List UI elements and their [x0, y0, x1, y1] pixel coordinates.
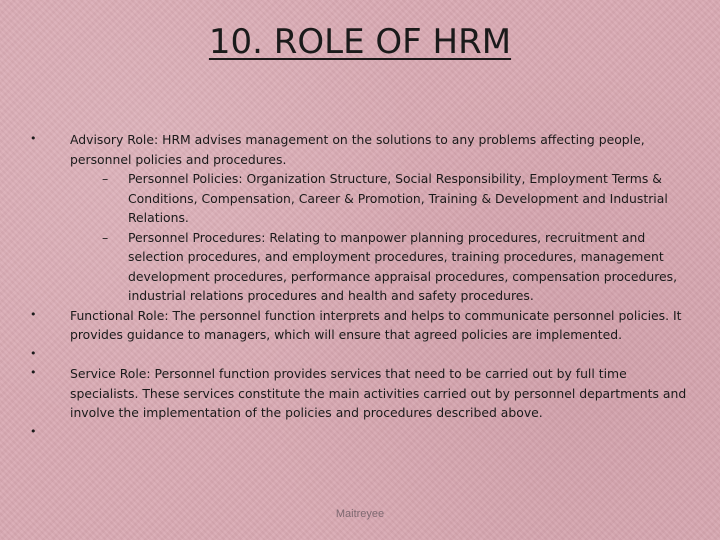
bullet-marker: •: [30, 424, 37, 438]
slide-title: 10. ROLE OF HRM: [208, 22, 512, 62]
personnel-policies-text: Organization Structure, Social Responsibility, Employment Terms & Conditions, Compensation, Career & Promotion, Training & Development and Industrial Relations.: [128, 171, 668, 225]
bullet-service-role: [30, 364, 690, 423]
bullet-advisory-role: [30, 130, 690, 169]
bullet-marker: •: [30, 346, 37, 360]
bullet-empty: [30, 345, 690, 365]
service-role-text: Personnel function provides services that need to be carried out by full time specialists. These services constitute the main activities carried out by personnel departments and involve the implementation of the policies and procedures described above.: [70, 366, 687, 420]
bullet-marker: •: [30, 132, 37, 145]
service-role-label: Service Role:: [70, 366, 151, 381]
bullet-empty: [30, 423, 690, 443]
subitem-personnel-procedures: [30, 228, 690, 306]
dash-marker: –: [102, 229, 109, 245]
personnel-procedures-label: Personnel Procedures:: [128, 229, 266, 245]
footer-author: Maitreyee: [335, 508, 385, 520]
functional-role-label: Functional Role:: [70, 307, 169, 323]
functional-role-text: The personnel function interprets and helps to communicate personnel policies. It provides guidance to managers, which will ensure that agreed policies are implemented.: [70, 307, 682, 342]
advisory-role-label: Advisory Role:: [70, 132, 159, 147]
personnel-procedures-text: Relating to manpower planning procedures, recruitment and selection procedures, and employment procedures, training procedures, management development procedures, performance appraisal procedures, compensation procedures, industrial relations procedures and health and safety procedures.: [128, 229, 678, 303]
advisory-role-text: HRM advises management on the solutions to any problems affecting people, personnel policies and procedures.: [70, 132, 645, 167]
personnel-policies-label: Personnel Policies:: [128, 171, 243, 186]
bullet-functional-role: [30, 306, 690, 345]
bullet-marker: •: [30, 366, 37, 379]
subitem-personnel-policies: [30, 169, 690, 228]
dash-marker: –: [102, 171, 109, 186]
bullet-marker: •: [30, 307, 37, 321]
bullet-list: [30, 130, 690, 442]
